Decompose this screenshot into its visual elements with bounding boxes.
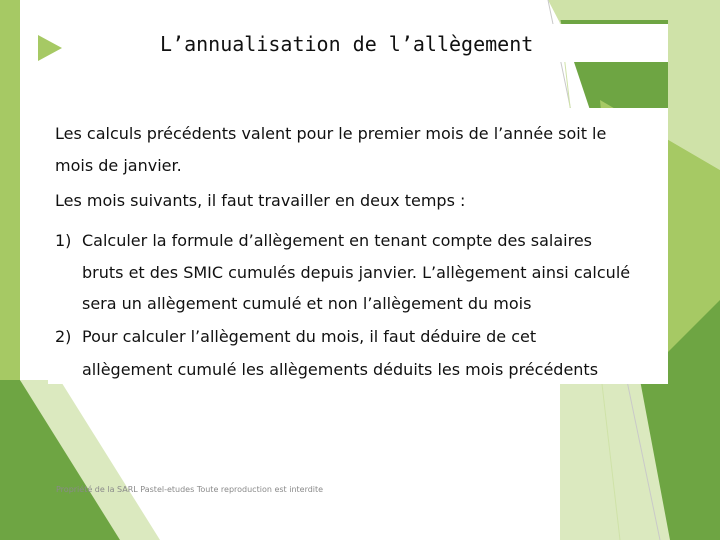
paragraph-1-line-2: mois de janvier. [55,156,182,175]
slide-footer: Propriété de la SARL Pastel-etudes Toute reproduction est interdite [56,485,324,494]
paragraph-2: Les mois suivants, il faut travailler en deux temps : [55,191,466,210]
step-2-number: 2) [55,327,72,346]
step-1-line-3: sera un allègement cumulé et non l’allègement du mois [82,294,532,313]
slide-title: L’annualisation de l’allègement [160,32,534,56]
step-2-line-2: allègement cumulé les allègements déduits les mois précédents [82,360,599,379]
step-1-line-2: bruts et des SMIC cumulés depuis janvier. L’allègement ainsi calculé [82,263,631,282]
step-1-number: 1) [55,231,72,250]
title-bullet-arrow-icon [38,35,62,61]
paragraph-1-line-1: Les calculs précédents valent pour le premier mois de l’année soit le [55,124,607,143]
step-1-line-1: Calculer la formule d’allègement en tenant compte des salaires [82,231,593,250]
step-2-line-1: Pour calculer l’allègement du mois, il faut déduire de cet [82,327,537,346]
